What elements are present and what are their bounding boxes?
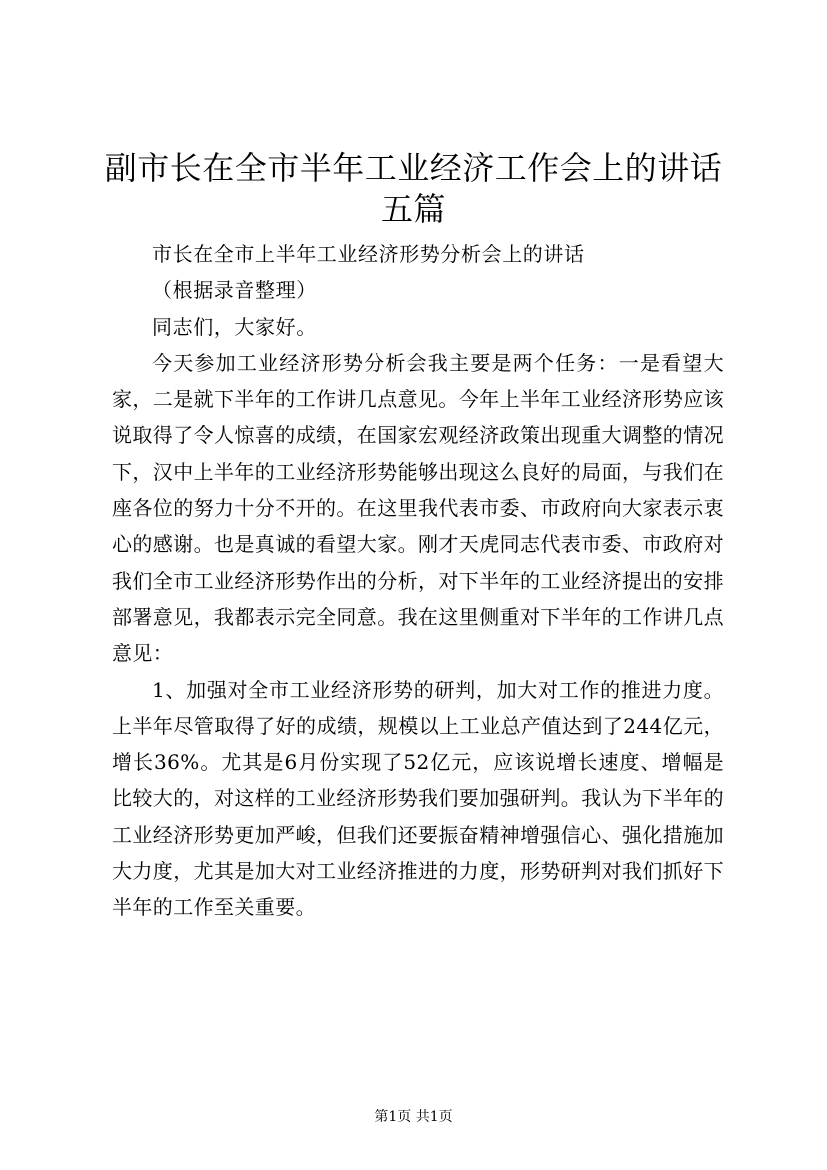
body-paragraph: 1、加强对全市工业经济形势的研判，加大对工作的推进力度。上半年尽管取得了好的成绩，规模以上工业总产值达到了244亿元，增长36%。尤其是6月份实现了52亿元，应该说增长速度、增幅是比较大的，对这样的工业经济形势我们要加强研判。我认为下半年的工业经济形势更加严峻，但我们还要振奋精神增强信心、强化措施加大力度，尤其是加大对工业经济推进的力度，形势研判对我们抓好下半年的工作至关重要。 bbox=[112, 677, 724, 920]
transcript-note: （根据录音整理） bbox=[152, 278, 317, 303]
document-body bbox=[112, 236, 724, 926]
speech-heading: 市长在全市上半年工业经济形势分析会上的讲话 bbox=[152, 242, 585, 266]
document-title: 副市长在全市半年工业经济工作会上的讲话五篇 bbox=[104, 149, 723, 228]
greeting-paragraph: 同志们，大家好。 bbox=[152, 314, 317, 339]
page-footer: 第1页 共1页 bbox=[374, 1109, 453, 1125]
body-paragraph: 今天参加工业经济形势分析会我主要是两个任务：一是看望大家，二是就下半年的工作讲几点意见。今年上半年工业经济形势应该说取得了令人惊喜的成绩，在国家宏观经济政策出现重大调整的情况下，汉中上半年的工业经济形势能够出现这么良好的局面，与我们在座各位的努力十分不开的。在这里我代表市委、市政府向大家表示衷心的感谢。也是真诚的看望大家。刚才天虎同志代表市委、市政府对我们全市工业经济形势作出的分析，对下半年的工业经济提出的安排部署意见，我都表示完全同意。我在这里侧重对下半年的工作讲几点意见： bbox=[112, 350, 724, 666]
